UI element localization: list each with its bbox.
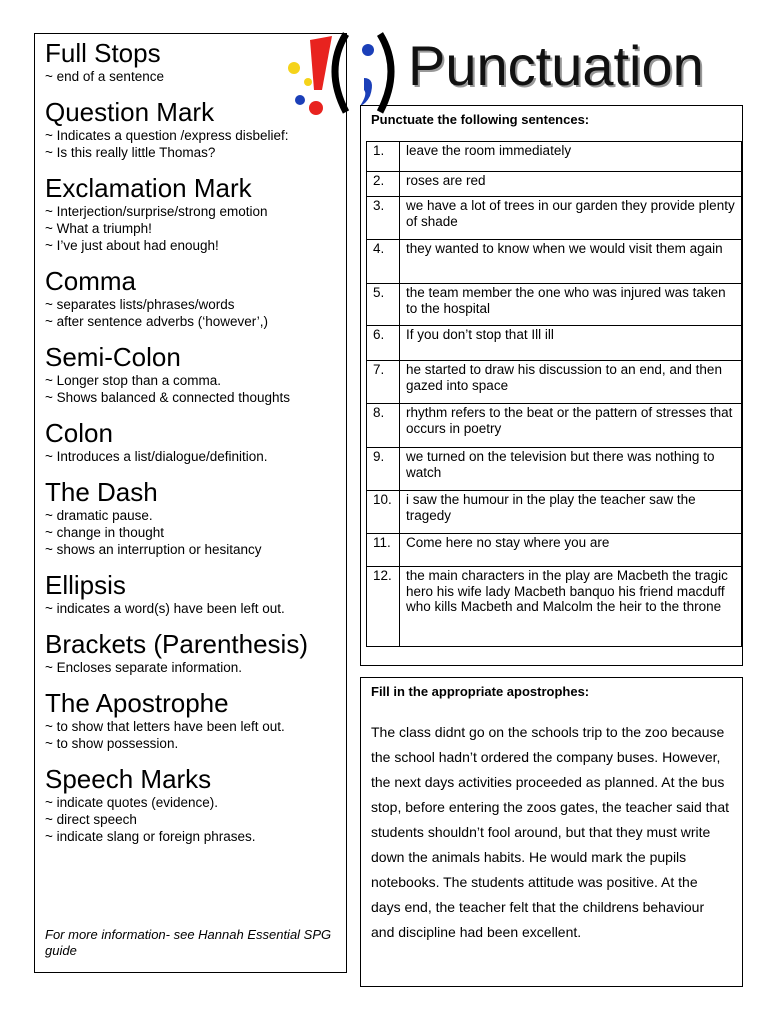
entry-heading: The Apostrophe: [45, 688, 229, 718]
entry-heading: Full Stops: [45, 38, 161, 68]
row-number: 5.: [367, 284, 400, 326]
entry-line: ~ to show possession.: [45, 736, 179, 751]
entry-line: ~ indicates a word(s) have been left out.: [45, 601, 285, 616]
table-row: [367, 448, 742, 491]
row-sentence: Come here no stay where you are: [400, 534, 742, 567]
entry-heading: Brackets (Parenthesis): [45, 629, 308, 659]
entry-line: ~ Is this really little Thomas?: [45, 145, 216, 160]
entry-heading: Exclamation Mark: [45, 173, 252, 203]
entry-semi-colon: [45, 342, 336, 406]
entry-line: ~ shows an interruption or hesitancy: [45, 542, 262, 557]
row-number: 7.: [367, 361, 400, 404]
table-row: [367, 404, 742, 448]
entry-heading: Speech Marks: [45, 764, 212, 794]
entry-full-stops: [45, 38, 336, 85]
entry-apostrophe: [45, 688, 336, 752]
reference-panel: [34, 33, 347, 973]
entry-heading: The Dash: [45, 477, 158, 507]
exercise-passage: The class didnt go on the schools trip to the zoo because the school hadn’t ordered the company buses. However, the next days activities proceeded as planned. At the bus stop, before entering the zoos gates, the teacher said that students shouldn’t fool around, but that they must write down the animals habits. He would mark the pupils notebooks. The students attitude was positive. At the days end, the teacher felt that the childrens behaviour and discipline had been excellent.: [371, 724, 730, 940]
entry-line: ~ indicate quotes (evidence).: [45, 795, 218, 810]
entry-brackets: [45, 629, 336, 676]
entry-line: ~ to show that letters have been left out.: [45, 719, 285, 734]
entry-line: ~ end of a sentence: [45, 69, 164, 84]
table-row: [367, 197, 742, 240]
row-number: 6.: [367, 326, 400, 361]
entry-heading: Question Mark: [45, 97, 215, 127]
row-sentence: we turned on the television but there was nothing to watch: [400, 448, 742, 491]
page-title: Punctuation: [408, 34, 704, 97]
row-number: 1.: [367, 142, 400, 172]
entry-heading: Ellipsis: [45, 570, 126, 600]
row-number: 10.: [367, 491, 400, 534]
entry-line: ~ indicate slang or foreign phrases.: [45, 829, 256, 844]
row-number: 9.: [367, 448, 400, 491]
table-row: [367, 567, 742, 647]
entry-heading: Comma: [45, 266, 137, 296]
semicolon-dot: [362, 44, 374, 56]
row-sentence: roses are red: [400, 172, 742, 197]
table-row: [367, 240, 742, 284]
entry-dash: [45, 477, 336, 558]
entry-line: ~ change in thought: [45, 525, 164, 540]
row-number: 8.: [367, 404, 400, 448]
exercise-heading: Fill in the appropriate apostrophes:: [371, 684, 590, 699]
table-row: [367, 361, 742, 404]
entry-line: ~ dramatic pause.: [45, 508, 153, 523]
row-number: 4.: [367, 240, 400, 284]
row-sentence: leave the room immediately: [400, 142, 742, 172]
table-row: [367, 491, 742, 534]
entry-heading: Colon: [45, 418, 113, 448]
table-row: [367, 172, 742, 197]
close-bracket: [380, 34, 391, 112]
entry-question-mark: [45, 97, 336, 161]
entry-heading: Semi-Colon: [45, 342, 181, 372]
sentences-table: [366, 141, 742, 647]
row-sentence: rhythm refers to the beat or the pattern of stresses that occurs in poetry: [400, 404, 742, 448]
entry-line: ~ I’ve just about had enough!: [45, 238, 219, 253]
row-sentence: the main characters in the play are Macbeth the tragic hero his wife lady Macbeth banquo his friend macduff who kills Macbeth and Malcolm the heir to the throne: [400, 567, 742, 647]
entry-line: ~ Indicates a question /express disbelief:: [45, 128, 289, 143]
entry-line: ~ Encloses separate information.: [45, 660, 242, 675]
entry-line: ~ direct speech: [45, 812, 137, 827]
entry-exclamation-mark: [45, 173, 336, 254]
table-row: [367, 534, 742, 567]
entry-colon: [45, 418, 336, 465]
row-sentence: they wanted to know when we would visit them again: [400, 240, 742, 284]
table-row: [367, 142, 742, 172]
entry-comma: [45, 266, 336, 330]
row-number: 12.: [367, 567, 400, 647]
entry-speech-marks: [45, 764, 336, 845]
entry-line: ~ after sentence adverbs (‘however’,): [45, 314, 268, 329]
entry-line: ~ separates lists/phrases/words: [45, 297, 235, 312]
semicolon-comma: [360, 78, 372, 106]
exercise-heading: Punctuate the following sentences:: [371, 112, 590, 127]
table-row: [367, 326, 742, 361]
footer-note: For more information- see Hannah Essential SPG guide: [45, 927, 332, 958]
entry-ellipsis: [45, 570, 336, 617]
row-sentence: we have a lot of trees in our garden they provide plenty of shade: [400, 197, 742, 240]
row-sentence: he started to draw his discussion to an end, and then gazed into space: [400, 361, 742, 404]
row-sentence: the team member the one who was injured was taken to the hospital: [400, 284, 742, 326]
entry-line: ~ Introduces a list/dialogue/definition.: [45, 449, 268, 464]
entry-line: ~ Shows balanced & connected thoughts: [45, 390, 291, 405]
row-number: 2.: [367, 172, 400, 197]
apostrophe-exercise: [360, 677, 743, 987]
entry-line: ~ Longer stop than a comma.: [45, 373, 221, 388]
punctuate-exercise: [360, 105, 743, 666]
entry-line: ~ What a triumph!: [45, 221, 152, 236]
row-number: 11.: [367, 534, 400, 567]
row-number: 3.: [367, 197, 400, 240]
table-row: [367, 284, 742, 326]
row-sentence: i saw the humour in the play the teacher saw the tragedy: [400, 491, 742, 534]
entry-line: ~ Interjection/surprise/strong emotion: [45, 204, 268, 219]
row-sentence: If you don’t stop that Ill ill: [400, 326, 742, 361]
